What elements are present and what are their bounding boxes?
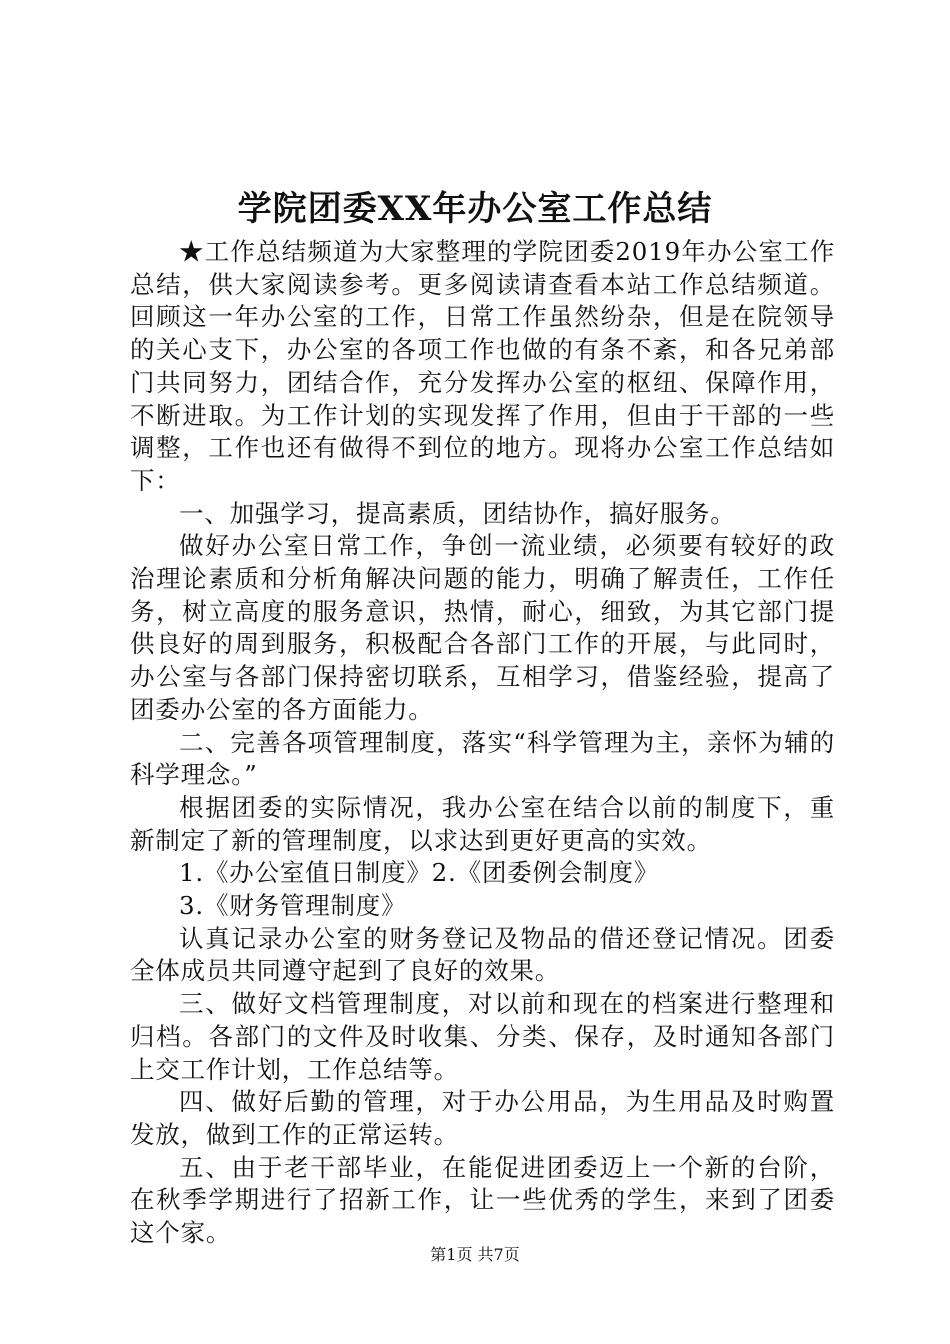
paragraph-intro: ★工作总结频道为大家整理的学院团委2019年办公室工作总结，供大家阅读参考。更多阅读请查看本站工作总结频道。回顾这一年办公室的工作，日常工作虽然纷杂，但是在院领导的关心支下，办公室的各项工作也做的有条不紊，和各兄弟部门共同努力，团结合作，充分发挥办公室的枢纽、保障作用，不断进取。为工作计划的实现发挥了作用，但由于干部的一些调整，工作也还有做得不到位的地方。现将办公室工作总结如下： xyxy=(130,237,835,495)
paragraph-heading-4: 四、做好后勤的管理，对于办公用品，为生用品及时购置发放，做到工作的正常运转。 xyxy=(130,1087,835,1149)
paragraph-heading-2: 二、完善各项管理制度，落实“科学管理为主，亲怀为辅的科学理念。” xyxy=(130,727,835,790)
paragraph-body-3: 认真记录办公室的财务登记及物品的借还登记情况。团委全体成员共同遵守起到了良好的效果。 xyxy=(130,923,835,986)
paragraph-list-item-1: 1.《办公室值日制度》2.《团委例会制度》 xyxy=(179,858,660,888)
paragraph-heading-5: 五、由于老干部毕业，在能促进团委迈上一个新的台阶，在秋季学期进行了招新工作，让一些优秀的学生，来到了团委这个家。 xyxy=(130,1152,835,1248)
document-title: 学院团委XX年办公室工作总结 xyxy=(237,189,713,229)
paragraph-body-1: 做好办公室日常工作，争创一流业绩，必须要有较好的政治理论素质和分析角解决问题的能力，明确了解责任，工作任务，树立高度的服务意识，热情，耐心，细致，为其它部门提供良好的周到服务，积极配合各部门工作的开展，与此同时，办公室与各部门保持密切联系，互相学习，借鉴经验，提高了团委办公室的各方面能力。 xyxy=(130,531,835,724)
paragraph-body-2: 根据团委的实际情况，我办公室在结合以前的制度下，重新制定了新的管理制度，以求达到更好更高的实效。 xyxy=(130,792,835,855)
page-number-footer: 第1页 共7页 xyxy=(430,1245,520,1264)
paragraph-heading-3: 三、做好文档管理制度，对以前和现在的档案进行整理和归档。各部门的文件及时收集、分类、保存，及时通知各部门上交工作计划，工作总结等。 xyxy=(130,989,835,1084)
document-body xyxy=(130,236,835,1250)
paragraph-list-item-2: 3.《财务管理制度》 xyxy=(179,891,407,921)
paragraph-heading-1: 一、加强学习，提高素质，团结协作，搞好服务。 xyxy=(179,498,736,528)
